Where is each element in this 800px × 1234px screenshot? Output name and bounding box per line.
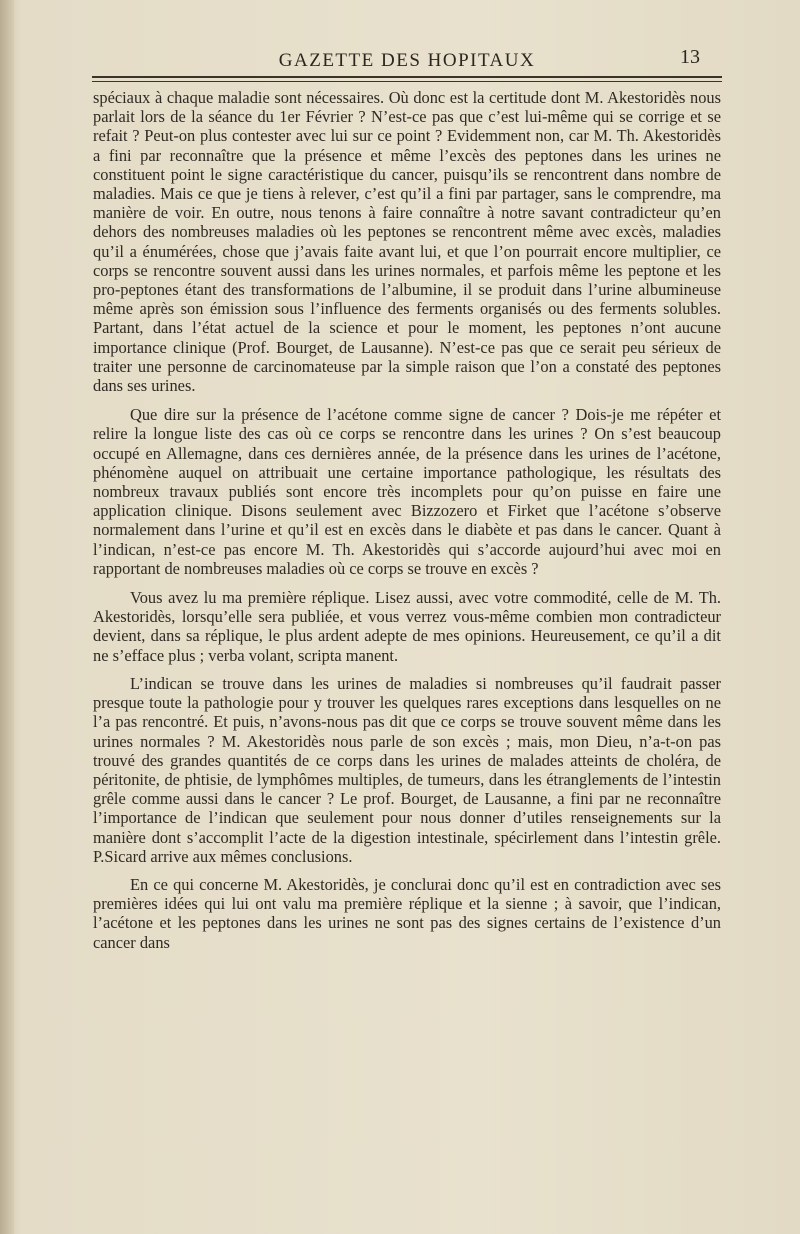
running-title: GAZETTE DES HOPITAUX [278,50,536,71]
paragraph-2: Que dire sur la présence de l’acétone comme signe de cancer ? Dois-je me répéter et relire la longue liste des cas où ce corps se rencontre dans les urines ? On s’est beaucoup occupé en Allemagne, dans ces dernières année, de la présence dans les urines de l’acétone, phénomène auquel on attribuait une certaine importance pathologique, les résultats des nombreux travaux publiés sont encore très incomplets pour qu’on puisse en faire une application clinique. Disons seulement avec Bizzozero et Firket que l’acétone s’observe normalement dans l’urine et qu’il est en excès dans le diabète et pas dans le cancer. Quant à l’indican, n’est-ce pas encore M. Th. Akestoridès qui s’accorde aujourd’hui avec moi en rapportant de nombreuses maladies où ce corps se trouve en excès ? [93,405,721,578]
article-body [93,88,721,952]
paragraph-3: Vous avez lu ma première réplique. Lisez aussi, avec votre commodité, celle de M. Th. Akestoridès, lorsqu’elle sera publiée, et vous verrez vous-même combien mon contradicteur devient, dans sa réplique, le plus ardent adepte de mes opinions. Heureusement, ce qu’il a dit ne s’efface plus ; verba volant, scripta manent. [93,588,721,665]
header-rule-thick [92,76,722,78]
paragraph-4: L’indican se trouve dans les urines de maladies si nombreuses qu’il faudrait passer presque toute la pathologie pour y trouver les quelques rares exceptions dans lesquelles on ne l’a pas rencontré. Et puis, n’avons-nous pas dit que ce corps se trouve souvent même dans les urines normales ? M. Akestoridès nous parle de son excès ; mais, mon Dieu, n’a-t-on pas trouvé des grandes quantités de ce corps dans les urines de malades atteints de choléra, de péritonite, de phtisie, de lymphômes multiples, de tumeurs, dans les étranglements de l’intestin grêle comme aussi dans le cancer ? Le prof. Bourget, de Lausanne, a fini par ne reconnaître l’importance de l’indican que seulement pour nous donner d’utiles renseignements sur la manière dont s’accomplit l’acte de la digestion intestinale, spécirlement dans l’intestin grêle. P.Sicard arrive aux mêmes conclusions. [93,673,721,866]
running-header [92,46,722,80]
paragraph-5: En ce qui concerne M. Akestoridès, je conclurai donc qu’il est en contradiction avec ses premières idées qui lui ont valu ma première réplique et la sienne ; à savoir, que l’indican, l’acétone et les peptones dans les urines ne sont pas des signes certains de l’existence d’un cancer dans [93,874,721,952]
header-rule-thin [92,81,722,82]
page-number: 13 [680,46,700,68]
page-spine-shadow [0,0,14,1234]
paragraph-1: spéciaux à chaque maladie sont nécessaires. Où donc est la certitude dont M. Akestoridès nous parlait lors de la séance du 1er Février ? N’est-ce pas que c’est lui-même qui se corrige et se refait ? Peut-on plus contester avec lui sur ce point ? Evidemment non, car M. Th. Akestoridès a fini par reconnaître que la présence et même l’excès des peptones dans les urines ne constituent point le signe caractéristique du cancer, puisqu’ils se rencontrent dans nombre de maladies. Mais ce que je tiens à relever, c’est qu’il a fini par partager, sans le comprendre, ma manière de voir. En outre, nous tenons à faire connaître à notre savant contradicteur qu’en dehors des nombreuses maladies où les peptones se rencontrent même avec excès, maladies qu’il a énumérées, chose que j’avais faite avant lui, et que l’on pourrait encore multiplier, ce corps se rencontre souvent aussi dans les urines normales, et parfois même les peptone et les pro-peptones étant des transformations de l’albumine, il se produit dans l’urine albumineuse même après son émission sous l’influence des ferments organisés ou des ferments solubles. Partant, dans l’état actuel de la science et pour le moment, les peptones n’ont aucune importance clinique (Prof. Bourget, de Lausanne). N’est-ce pas que ce serait peu sérieux de traiter une personne de carcinomateuse par la simple raison que l’on a constaté des peptones dans ses urines. [93,88,721,396]
